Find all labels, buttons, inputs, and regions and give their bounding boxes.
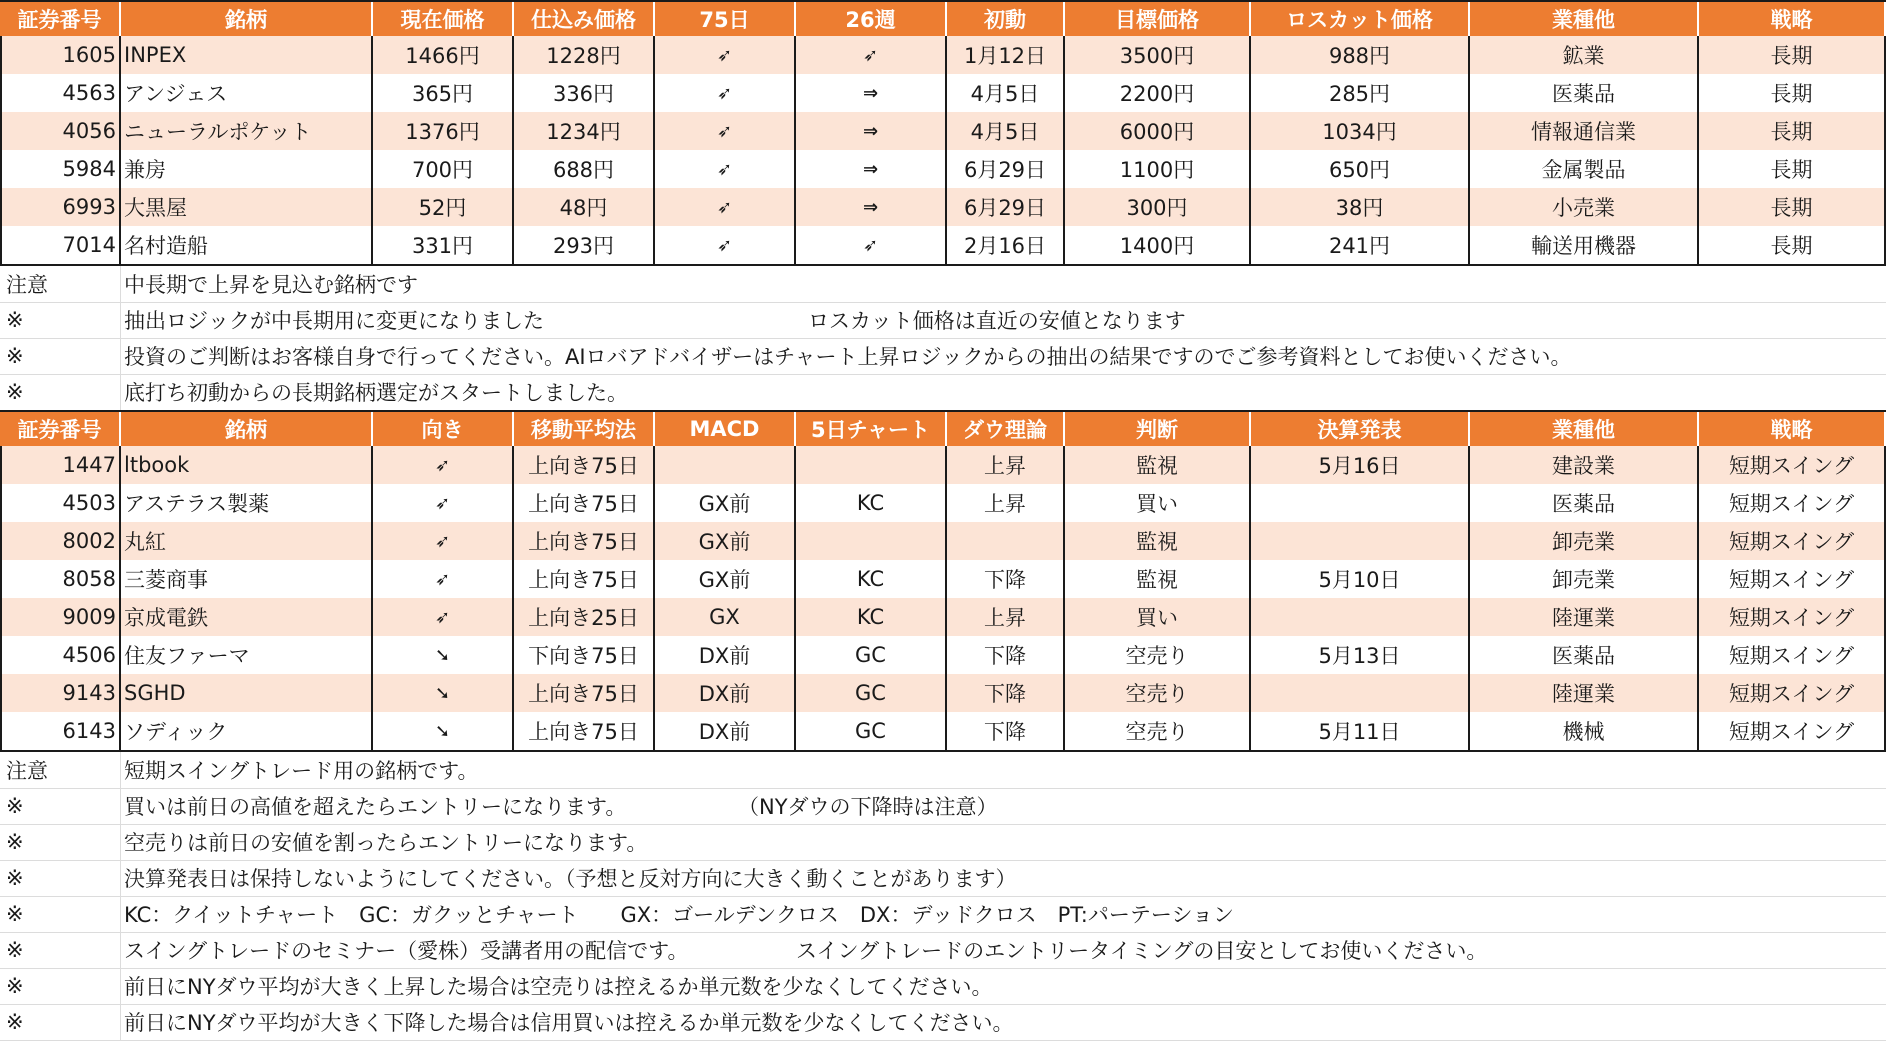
note-mark[interactable]: ※	[0, 824, 121, 860]
strategy-cell[interactable]: 長期	[1699, 226, 1886, 264]
trend-26w-arrow-icon[interactable]: ⇒	[796, 112, 947, 150]
stock-code-cell[interactable]: 8058	[0, 560, 121, 598]
note-mark[interactable]: ※	[0, 374, 121, 410]
trend-75d-arrow-icon[interactable]: ➶	[655, 188, 796, 226]
stock-name-cell[interactable]: アステラス製薬	[121, 484, 373, 522]
stock-code-cell[interactable]: 1605	[0, 36, 121, 74]
table-row	[0, 484, 1886, 524]
stock-name-cell[interactable]: 兼房	[121, 150, 373, 188]
strategy-cell[interactable]: 短期スイング	[1699, 484, 1886, 522]
initial-move-cell[interactable]: 1月12日	[947, 36, 1065, 74]
moving-average-cell[interactable]: 上向き75日	[514, 446, 655, 484]
earnings-date-cell[interactable]	[1251, 522, 1470, 560]
note-row	[0, 1004, 1886, 1041]
note-row	[0, 266, 1886, 303]
stock-name-cell[interactable]: ltbook	[121, 446, 373, 484]
table2-header-cell[interactable]: 業種他	[1470, 412, 1699, 446]
trend-75d-arrow-icon[interactable]: ➶	[655, 226, 796, 264]
table-row	[0, 522, 1886, 562]
table-row	[0, 674, 1886, 714]
table2-header-cell[interactable]: 移動平均法	[514, 412, 655, 446]
note-text: 投資のご判断はお客様自身で行ってください。AIロバアドバイザーはチャート上昇ロジックからの抽出の結果ですのでご参考資料としてお使いください。	[124, 345, 1572, 369]
trend-26w-arrow-icon[interactable]: ➶	[796, 226, 947, 264]
strategy-cell[interactable]: 短期スイング	[1699, 446, 1886, 484]
note-mark[interactable]: ※	[0, 896, 121, 932]
table1-header-cell[interactable]: ロスカット価格	[1251, 2, 1470, 36]
direction-arrow-icon[interactable]: ➘	[373, 712, 514, 750]
table-row	[0, 598, 1886, 638]
sector-cell[interactable]: 医薬品	[1470, 74, 1699, 112]
entry-price-cell[interactable]: 48円	[514, 188, 655, 226]
strategy-cell[interactable]: 短期スイング	[1699, 522, 1886, 560]
macd-cell[interactable]: DX前	[655, 712, 796, 750]
sector-cell[interactable]: 輸送用機器	[1470, 226, 1699, 264]
note-row	[0, 860, 1886, 897]
macd-cell[interactable]: DX前	[655, 674, 796, 712]
stock-name-cell[interactable]: 三菱商事	[121, 560, 373, 598]
strategy-cell[interactable]: 短期スイング	[1699, 560, 1886, 598]
initial-move-cell[interactable]: 4月5日	[947, 74, 1065, 112]
stock-code-cell[interactable]: 7014	[0, 226, 121, 264]
dow-theory-cell[interactable]: 下降	[947, 560, 1065, 598]
note-text: 空売りは前日の安値を割ったらエントリーになります。	[124, 831, 648, 855]
moving-average-cell[interactable]: 上向き75日	[514, 484, 655, 522]
chart5d-cell[interactable]	[796, 522, 947, 560]
moving-average-cell[interactable]: 下向き75日	[514, 636, 655, 674]
stock-code-cell[interactable]: 9009	[0, 598, 121, 636]
note-text: 買いは前日の高値を超えたらエントリーになります。	[124, 795, 627, 819]
chart5d-cell[interactable]: GC	[796, 636, 947, 674]
target-price-cell[interactable]: 1100円	[1065, 150, 1251, 188]
losscut-price-cell[interactable]: 38円	[1251, 188, 1470, 226]
table2-header-cell[interactable]: 証券番号	[0, 412, 121, 446]
macd-cell[interactable]: GX	[655, 598, 796, 636]
table2-header-cell[interactable]: 戦略	[1699, 412, 1886, 446]
trend-26w-arrow-icon[interactable]: ⇒	[796, 188, 947, 226]
stock-name-cell[interactable]: アンジェス	[121, 74, 373, 112]
table1-header-row	[0, 0, 1886, 38]
stock-name-cell[interactable]: INPEX	[121, 36, 373, 74]
note-row	[0, 824, 1886, 861]
stock-code-cell[interactable]: 5984	[0, 150, 121, 188]
table1-header-cell[interactable]: 仕込み価格	[514, 2, 655, 36]
losscut-price-cell[interactable]: 1034円	[1251, 112, 1470, 150]
entry-price-cell[interactable]: 1228円	[514, 36, 655, 74]
target-price-cell[interactable]: 1400円	[1065, 226, 1251, 264]
note-mark[interactable]: 注意	[0, 266, 121, 302]
moving-average-cell[interactable]: 上向き75日	[514, 522, 655, 560]
note-mark[interactable]: ※	[0, 860, 121, 896]
direction-arrow-icon[interactable]: ➶	[373, 522, 514, 560]
moving-average-cell[interactable]: 上向き75日	[514, 712, 655, 750]
stock-code-cell[interactable]: 9143	[0, 674, 121, 712]
trend-75d-arrow-icon[interactable]: ➶	[655, 112, 796, 150]
moving-average-cell[interactable]: 上向き75日	[514, 560, 655, 598]
sector-cell[interactable]: 鉱業	[1470, 36, 1699, 74]
table-row	[0, 560, 1886, 600]
sector-cell[interactable]: 陸運業	[1470, 674, 1699, 712]
entry-price-cell[interactable]: 1234円	[514, 112, 655, 150]
current-price-cell[interactable]: 700円	[373, 150, 514, 188]
note-text: KC：クイットチャート GC：ガクッとチャート GX：ゴールデンクロス DX：デッドクロス PT:パーテーション	[124, 903, 1235, 927]
earnings-date-cell[interactable]	[1251, 674, 1470, 712]
current-price-cell[interactable]: 1466円	[373, 36, 514, 74]
earnings-date-cell[interactable]: 5月16日	[1251, 446, 1470, 484]
macd-cell[interactable]: GX前	[655, 484, 796, 522]
strategy-cell[interactable]: 長期	[1699, 74, 1886, 112]
initial-move-cell[interactable]: 6月29日	[947, 188, 1065, 226]
moving-average-cell[interactable]: 上向き75日	[514, 674, 655, 712]
dow-theory-cell[interactable]: 上昇	[947, 484, 1065, 522]
sector-cell[interactable]: 卸売業	[1470, 522, 1699, 560]
earnings-date-cell[interactable]	[1251, 484, 1470, 522]
current-price-cell[interactable]: 365円	[373, 74, 514, 112]
stock-name-cell[interactable]: SGHD	[121, 674, 373, 712]
direction-arrow-icon[interactable]: ➘	[373, 636, 514, 674]
note-text: 決算発表日は保持しないようにしてください。（予想と反対方向に大きく動くことがあります）	[124, 867, 1017, 891]
note-text: 中長期で上昇を見込む銘柄です	[124, 273, 418, 297]
table2-header-cell[interactable]: 決算発表	[1251, 412, 1470, 446]
target-price-cell[interactable]: 6000円	[1065, 112, 1251, 150]
strategy-cell[interactable]: 長期	[1699, 36, 1886, 74]
note-mark[interactable]: ※	[0, 302, 121, 338]
judgement-cell[interactable]: 買い	[1065, 484, 1251, 522]
losscut-price-cell[interactable]: 988円	[1251, 36, 1470, 74]
sector-cell[interactable]: 金属製品	[1470, 150, 1699, 188]
trend-75d-arrow-icon[interactable]: ➶	[655, 150, 796, 188]
judgement-cell[interactable]: 監視	[1065, 446, 1251, 484]
sector-cell[interactable]: 情報通信業	[1470, 112, 1699, 150]
current-price-cell[interactable]: 1376円	[373, 112, 514, 150]
note-text: 前日にNYダウ平均が大きく上昇した場合は空売りは控えるか単元数を少なくしてください。	[124, 975, 993, 999]
table1-header-cell[interactable]: 業種他	[1470, 2, 1699, 36]
entry-price-cell[interactable]: 688円	[514, 150, 655, 188]
stock-code-cell[interactable]: 1447	[0, 446, 121, 484]
direction-arrow-icon[interactable]: ➶	[373, 560, 514, 598]
table1-header-cell[interactable]: 証券番号	[0, 2, 121, 36]
note-row	[0, 302, 1886, 339]
table-row	[0, 636, 1886, 676]
macd-cell[interactable]	[655, 446, 796, 484]
current-price-cell[interactable]: 331円	[373, 226, 514, 264]
sector-cell[interactable]: 卸売業	[1470, 560, 1699, 598]
note-text: スイングトレードのセミナー（愛株）受講者用の配信です。	[124, 939, 689, 963]
direction-arrow-icon[interactable]: ➘	[373, 674, 514, 712]
chart5d-cell[interactable]: KC	[796, 560, 947, 598]
table1-header-cell[interactable]: 26週	[796, 2, 947, 36]
note-mark[interactable]: ※	[0, 338, 121, 374]
table2-header-cell[interactable]: 銘柄	[121, 412, 373, 446]
sector-cell[interactable]: 陸運業	[1470, 598, 1699, 636]
dow-theory-cell[interactable]	[947, 522, 1065, 560]
trend-26w-arrow-icon[interactable]: ⇒	[796, 74, 947, 112]
earnings-date-cell[interactable]: 5月11日	[1251, 712, 1470, 750]
chart5d-cell[interactable]: GC	[796, 712, 947, 750]
earnings-date-cell[interactable]: 5月10日	[1251, 560, 1470, 598]
note-row	[0, 788, 1886, 825]
table-row	[0, 112, 1886, 152]
trend-75d-arrow-icon[interactable]: ➶	[655, 36, 796, 74]
table2-header-cell[interactable]: 判断	[1065, 412, 1251, 446]
stock-name-cell[interactable]: 住友ファーマ	[121, 636, 373, 674]
trend-26w-arrow-icon[interactable]: ⇒	[796, 150, 947, 188]
stock-code-cell[interactable]: 4503	[0, 484, 121, 522]
stock-code-cell[interactable]: 4563	[0, 74, 121, 112]
strategy-cell[interactable]: 短期スイング	[1699, 674, 1886, 712]
initial-move-cell[interactable]: 6月29日	[947, 150, 1065, 188]
trend-26w-arrow-icon[interactable]: ➶	[796, 36, 947, 74]
stock-code-cell[interactable]: 4506	[0, 636, 121, 674]
note-text-secondary: （NYダウの下降時は注意）	[738, 795, 998, 819]
losscut-price-cell[interactable]: 650円	[1251, 150, 1470, 188]
target-price-cell[interactable]: 300円	[1065, 188, 1251, 226]
losscut-price-cell[interactable]: 241円	[1251, 226, 1470, 264]
table-row	[0, 150, 1886, 190]
initial-move-cell[interactable]: 4月5日	[947, 112, 1065, 150]
strategy-cell[interactable]: 短期スイング	[1699, 712, 1886, 750]
sector-cell[interactable]: 小売業	[1470, 188, 1699, 226]
direction-arrow-icon[interactable]: ➶	[373, 598, 514, 636]
dow-theory-cell[interactable]: 上昇	[947, 598, 1065, 636]
earnings-date-cell[interactable]: 5月13日	[1251, 636, 1470, 674]
table-row	[0, 712, 1886, 752]
judgement-cell[interactable]: 監視	[1065, 560, 1251, 598]
table1-header-cell[interactable]: 現在価格	[373, 2, 514, 36]
macd-cell[interactable]: DX前	[655, 636, 796, 674]
chart5d-cell[interactable]	[796, 446, 947, 484]
note-mark[interactable]: ※	[0, 932, 121, 968]
table1-header-cell[interactable]: 75日	[655, 2, 796, 36]
earnings-date-cell[interactable]	[1251, 598, 1470, 636]
moving-average-cell[interactable]: 上向き25日	[514, 598, 655, 636]
table2-header-cell[interactable]: MACD	[655, 412, 796, 446]
initial-move-cell[interactable]: 2月16日	[947, 226, 1065, 264]
table1-header-cell[interactable]: 初動	[947, 2, 1065, 36]
note-mark[interactable]: ※	[0, 968, 121, 1004]
chart5d-cell[interactable]: KC	[796, 484, 947, 522]
sector-cell[interactable]: 建設業	[1470, 446, 1699, 484]
macd-cell[interactable]: GX前	[655, 560, 796, 598]
judgement-cell[interactable]: 空売り	[1065, 636, 1251, 674]
dow-theory-cell[interactable]: 下降	[947, 636, 1065, 674]
judgement-cell[interactable]: 監視	[1065, 522, 1251, 560]
strategy-cell[interactable]: 短期スイング	[1699, 636, 1886, 674]
judgement-cell[interactable]: 空売り	[1065, 674, 1251, 712]
stock-code-cell[interactable]: 4056	[0, 112, 121, 150]
stock-name-cell[interactable]: ニューラルポケット	[121, 112, 373, 150]
strategy-cell[interactable]: 長期	[1699, 112, 1886, 150]
judgement-cell[interactable]: 空売り	[1065, 712, 1251, 750]
table-row	[0, 74, 1886, 114]
stock-name-cell[interactable]: 京成電鉄	[121, 598, 373, 636]
note-row	[0, 932, 1886, 969]
current-price-cell[interactable]: 52円	[373, 188, 514, 226]
table2-header-row	[0, 410, 1886, 448]
table2-header-cell[interactable]: ダウ理論	[947, 412, 1065, 446]
note-row	[0, 752, 1886, 789]
dow-theory-cell[interactable]: 上昇	[947, 446, 1065, 484]
note-mark[interactable]: ※	[0, 788, 121, 824]
strategy-cell[interactable]: 短期スイング	[1699, 598, 1886, 636]
strategy-cell[interactable]: 長期	[1699, 188, 1886, 226]
note-row	[0, 374, 1886, 411]
note-text: 抽出ロジックが中長期用に変更になりました	[124, 309, 544, 333]
table2-header-cell[interactable]: 5日チャート	[796, 412, 947, 446]
note-text-secondary: ロスカット価格は直近の安値となります	[808, 309, 1186, 333]
target-price-cell[interactable]: 2200円	[1065, 74, 1251, 112]
dow-theory-cell[interactable]: 下降	[947, 674, 1065, 712]
stock-name-cell[interactable]: 名村造船	[121, 226, 373, 264]
dow-theory-cell[interactable]: 下降	[947, 712, 1065, 750]
table-row	[0, 188, 1886, 228]
trend-75d-arrow-icon[interactable]: ➶	[655, 74, 796, 112]
sector-cell[interactable]: 機械	[1470, 712, 1699, 750]
sector-cell[interactable]: 医薬品	[1470, 636, 1699, 674]
table2-header-cell[interactable]: 向き	[373, 412, 514, 446]
stock-code-cell[interactable]: 6143	[0, 712, 121, 750]
entry-price-cell[interactable]: 336円	[514, 74, 655, 112]
macd-cell[interactable]: GX前	[655, 522, 796, 560]
sector-cell[interactable]: 医薬品	[1470, 484, 1699, 522]
table-row	[0, 446, 1886, 486]
table1-header-cell[interactable]: 戦略	[1699, 2, 1886, 36]
stock-name-cell[interactable]: 大黒屋	[121, 188, 373, 226]
target-price-cell[interactable]: 3500円	[1065, 36, 1251, 74]
losscut-price-cell[interactable]: 285円	[1251, 74, 1470, 112]
stock-name-cell[interactable]: 丸紅	[121, 522, 373, 560]
judgement-cell[interactable]: 買い	[1065, 598, 1251, 636]
chart5d-cell[interactable]: GC	[796, 674, 947, 712]
table-row	[0, 36, 1886, 76]
note-text: 短期スイングトレード用の銘柄です。	[124, 759, 479, 783]
table1-header-cell[interactable]: 目標価格	[1065, 2, 1251, 36]
note-text: 底打ち初動からの長期銘柄選定がスタートしました。	[124, 381, 628, 405]
direction-arrow-icon[interactable]: ➶	[373, 446, 514, 484]
note-mark[interactable]: ※	[0, 1004, 121, 1040]
table1-header-cell[interactable]: 銘柄	[121, 2, 373, 36]
direction-arrow-icon[interactable]: ➶	[373, 484, 514, 522]
note-text: 前日にNYダウ平均が大きく下降した場合は信用買いは控えるか単元数を少なくしてください。	[124, 1011, 1014, 1035]
note-mark[interactable]: 注意	[0, 752, 121, 788]
entry-price-cell[interactable]: 293円	[514, 226, 655, 264]
stock-name-cell[interactable]: ソディック	[121, 712, 373, 750]
note-text-secondary: スイングトレードのエントリータイミングの目安としてお使いください。	[796, 939, 1488, 963]
note-row	[0, 338, 1886, 375]
note-row	[0, 896, 1886, 933]
table-row	[0, 226, 1886, 266]
chart5d-cell[interactable]: KC	[796, 598, 947, 636]
note-row	[0, 968, 1886, 1005]
stock-code-cell[interactable]: 6993	[0, 188, 121, 226]
stock-code-cell[interactable]: 8002	[0, 522, 121, 560]
strategy-cell[interactable]: 長期	[1699, 150, 1886, 188]
